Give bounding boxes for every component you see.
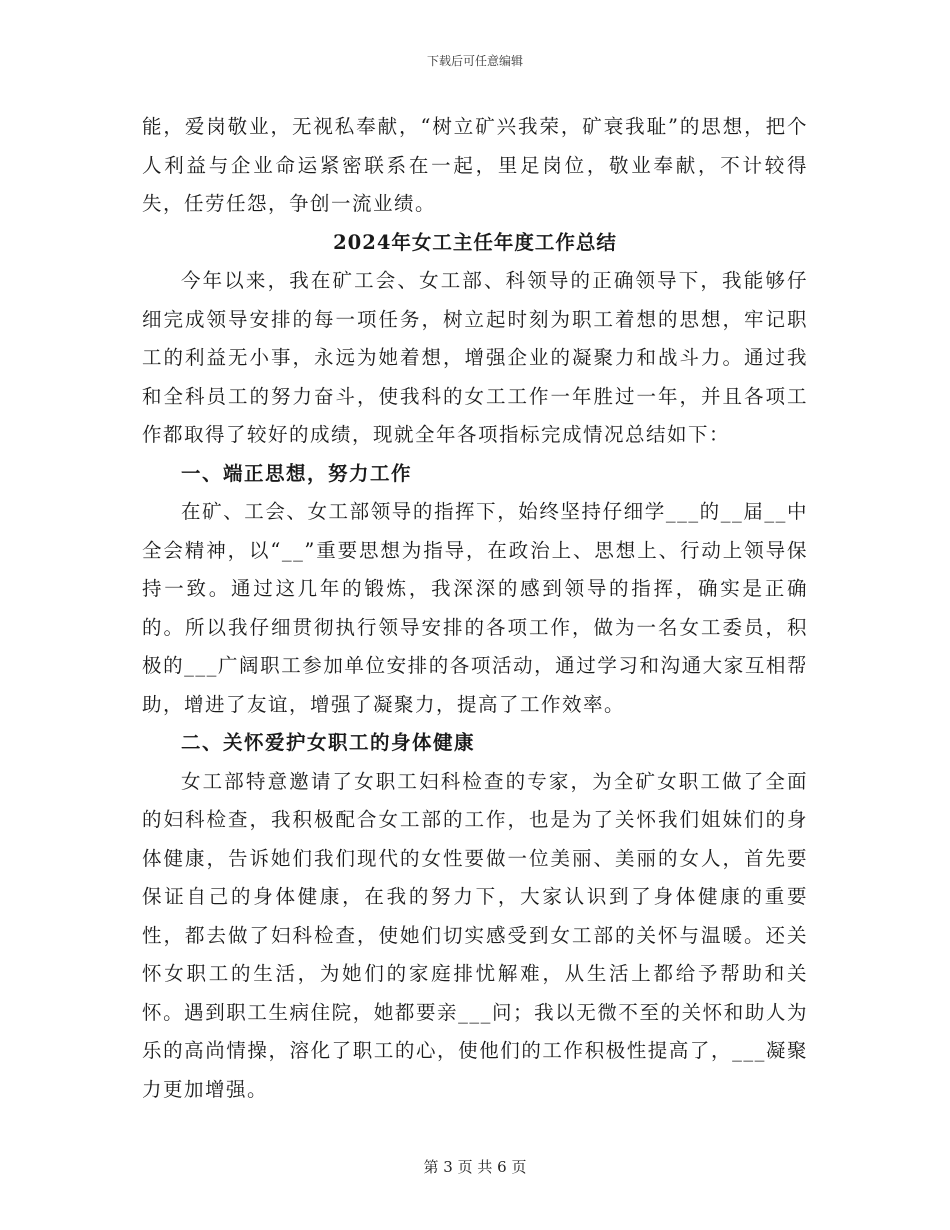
intro-paragraph: 能，爱岗敬业，无视私奉献，“树立矿兴我荣，矿衰我耻”的思想，把个人利益与企业命运紧密联系在一起，里足岗位，敬业奉献，不计较得失，任劳任怨，争创一流业绩。 <box>142 115 808 215</box>
section-1-paragraph: 在矿、工会、女工部领导的指挥下，始终坚持仔细学___的__届__中全会精神，以“__”重要思想为指导，在政治上、思想上、行动上领导保持一致。通过这几年的锻炼，我深深的感到领导的指挥，确实是正确的。所以我仔细贯彻执行领导安排的各项工作，做为一名女工委员，积极的___广阔职工参加单位安排的各项活动，通过学习和沟通大家互相帮助，增进了友谊，增强了凝聚力，提高了工作效率。 <box>142 500 808 716</box>
page-header: 下载后可任意编辑 <box>426 54 523 68</box>
section-2-heading: 二、关怀爱护女职工的身体健康 <box>181 731 476 754</box>
section-1-heading: 一、端正思想，努力工作 <box>181 461 413 485</box>
paragraph-intro-summary: 今年以来，我在矿工会、女工部、科领导的正确领导下，我能够仔细完成领导安排的每一项任务，树立起时刻为职工着想的思想，牢记职工的利益无小事，永远为她着想，增强企业的凝聚力和战斗力。通过我和全科员工的努力奋斗，使我科的女工工作一年胜过一年，并且各项工作都取得了较好的成绩，现就全年各项指标完成情况总结如下： <box>142 269 808 446</box>
document-title: 2024年女工主任年度工作总结 <box>333 230 617 254</box>
document-body <box>142 108 808 1109</box>
page-number-footer: 第 3 页 共 6 页 <box>423 1158 527 1176</box>
section-2-paragraph: 女工部特意邀请了女职工妇科检查的专家，为全矿女职工做了全面的妇科检查，我积极配合女工部的工作，也是为了关怀我们姐妹们的身体健康，告诉她们我们现代的女性要做一位美丽、美丽的女人，首先要保证自己的身体健康，在我的努力下，大家认识到了身体健康的重要性，都去做了妇科检查，使她们切实感受到女工部的关怀与温暖。还关怀女职工的生活，为她们的家庭排忧解难，从生活上都给予帮助和关怀。遇到职工生病住院，她都要亲___问；我以无微不至的关怀和助人为乐的高尚情操，溶化了职工的心，使他们的工作积极性提高了，___凝聚力更加增强。 <box>142 769 808 1101</box>
